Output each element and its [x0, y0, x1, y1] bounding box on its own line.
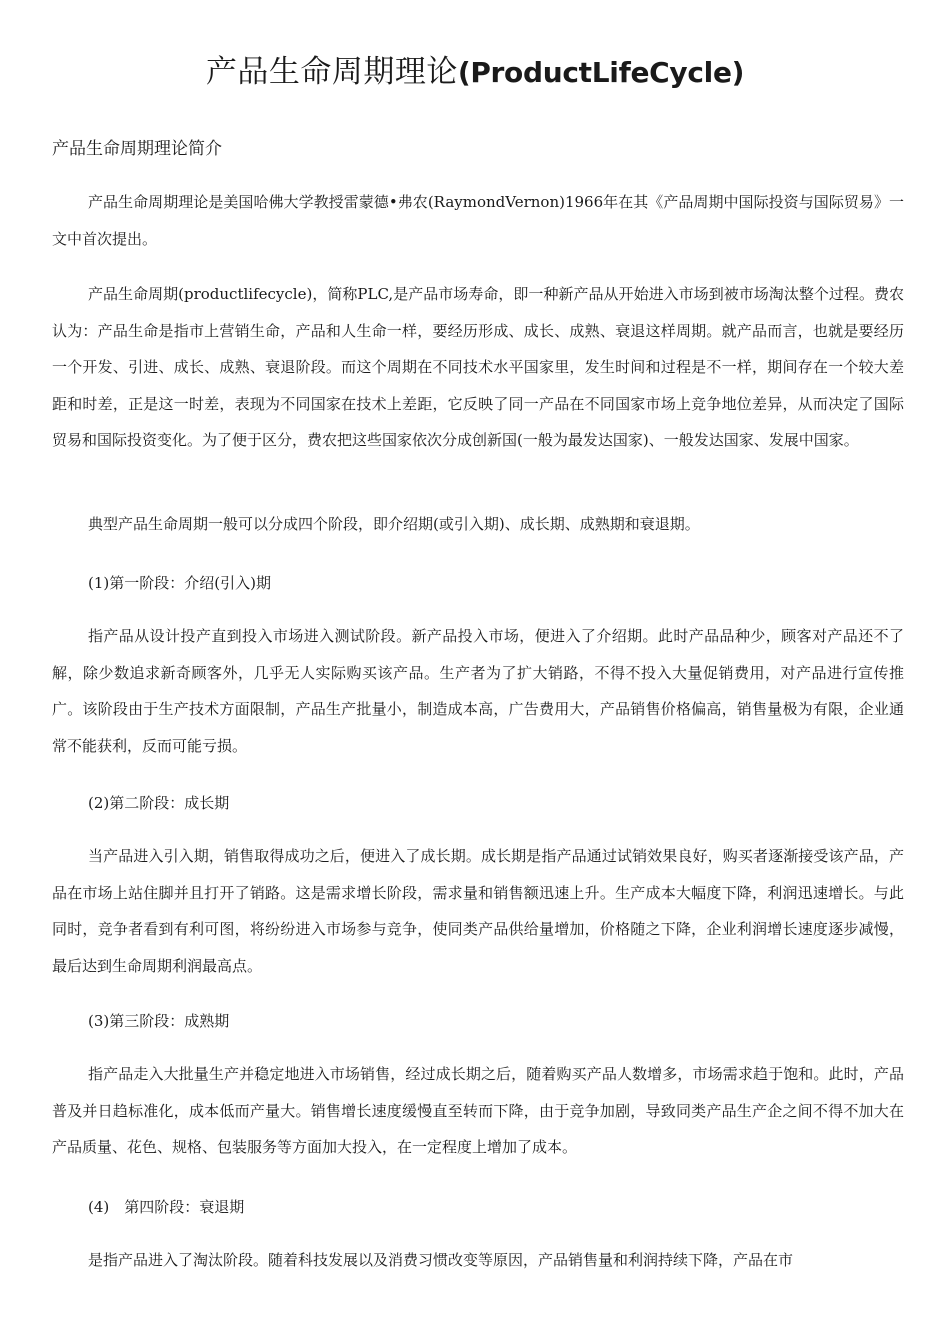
section-heading: 产品生命周期理论简介: [52, 139, 222, 159]
paragraph-definition: 产品生命周期(productlifecycle)，简称PLC,是产品市场寿命，即一种新产品从开始进入市场到被市场淘汰整个过程。费农认为：产品生命是指市上营销生命，产品和人生命一样，要经历形成、成长、成熟、衰退这样周期。就产品而言，也就是要经历一个开发、引进、成长、成熟、衰退阶段。而这个周期在不同技术水平国家里，发生时间和过程是不一样，期间存在一个较大差距和时差，正是这一时差，表现为不同国家在技术上差距，它反映了同一产品在不同国家市场上竞争地位差异，从而决定了国际贸易和国际投资变化。为了便于区分，费农把这些国家依次分成创新国(一般为最发达国家)、一般发达国家、发展中国家。: [52, 285, 904, 449]
paragraph-stage2: 当产品进入引入期，销售取得成功之后，便进入了成长期。成长期是指产品通过试销效果良好，购买者逐渐接受该产品，产品在市场上站住脚并且打开了销路。这是需求增长阶段，需求量和销售额迅速上升。生产成本大幅度下降，利润迅速增长。与此同时，竞争者看到有利可图，将纷纷进入市场参与竞争，使同类产品供给量增加，价格随之下降，企业利润增长速度逐步减慢，最后达到生命周期利润最高点。: [52, 847, 904, 975]
stage-heading-4: (4) 第四阶段：衰退期: [88, 1198, 245, 1216]
title-chinese: 产品生命周期理论: [205, 54, 458, 90]
document-title: [0, 52, 950, 93]
paragraph-stage3: 指产品走入大批量生产并稳定地进入市场销售，经过成长期之后，随着购买产品人数增多，市场需求趋于饱和。此时，产品普及并日趋标准化，成本低而产量大。销售增长速度缓慢直至转而下降，由于竞争加剧，导致同类产品生产企之间不得不加大在产品质量、花色、规格、包装服务等方面加大投入，在一定程度上增加了成本。: [52, 1065, 904, 1156]
stage-heading-3: (3)第三阶段：成熟期: [88, 1012, 230, 1030]
stage-heading-2: (2)第二阶段：成长期: [88, 794, 230, 812]
paragraph-stages-overview: 典型产品生命周期一般可以分成四个阶段，即介绍期(或引入期)、成长期、成熟期和衰退期。: [88, 515, 700, 533]
paragraph-stage4: 是指产品进入了淘汰阶段。随着科技发展以及消费习惯改变等原因，产品销售量和利润持续下降，产品在市: [88, 1251, 794, 1269]
stage-heading-1: (1)第一阶段：介绍(引入)期: [88, 574, 271, 592]
paragraph-intro: 产品生命周期理论是美国哈佛大学教授雷蒙德•弗农(RaymondVernon)1966年在其《产品周期中国际投资与国际贸易》一文中首次提出。: [52, 193, 904, 248]
paragraph-stage1: 指产品从设计投产直到投入市场进入测试阶段。新产品投入市场，便进入了介绍期。此时产品品种少，顾客对产品还不了解，除少数追求新奇顾客外，几乎无人实际购买该产品。生产者为了扩大销路，不得不投入大量促销费用，对产品进行宣传推广。该阶段由于生产技术方面限制，产品生产批量小，制造成本高，广告费用大，产品销售价格偏高，销售量极为有限，企业通常不能获利，反而可能亏损。: [52, 627, 904, 755]
title-english: (ProductLifeCycle): [457, 56, 745, 89]
